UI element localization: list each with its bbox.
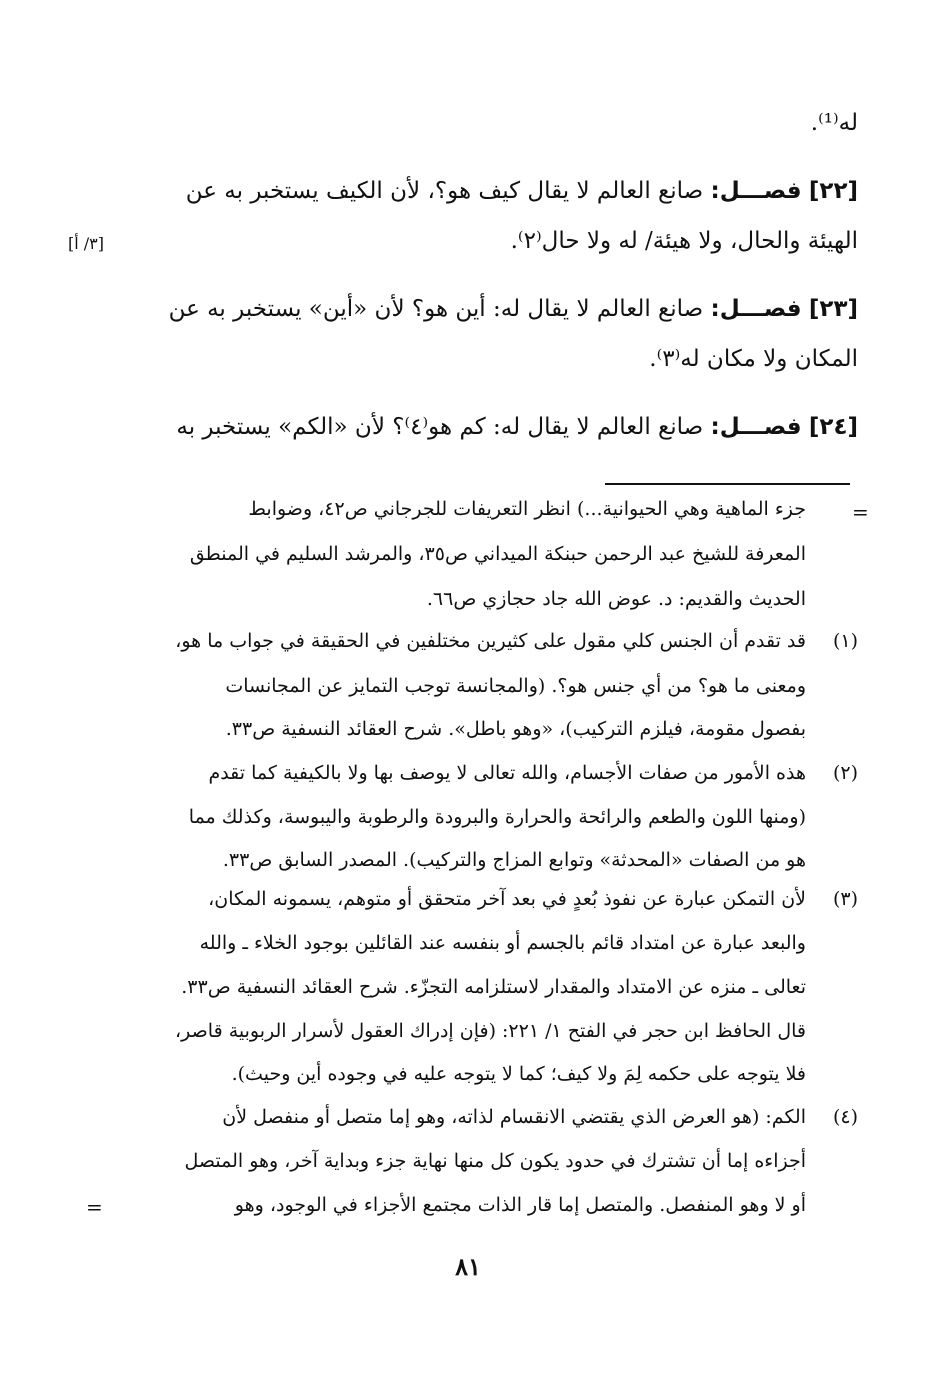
section-22-text: صانع العالم لا يقال كيف هو؟، لأن الكيف يستخبر به عن	[185, 178, 704, 204]
section-23-line-1	[98, 296, 858, 322]
footnote-2-line-2: (ومنها اللون والطعم والرائحة والحرارة والبرودة والرطوبة واليبوسة، وكذلك مما	[188, 806, 806, 828]
footnote-1-line-2: ومعنى ما هو؟ من أي جنس هو؟. (والمجانسة توجب التمايز عن المجانسات	[225, 675, 806, 697]
footnote-3-number: (٣)	[832, 888, 858, 910]
text-line-continuation: له⁽¹⁾.	[810, 110, 858, 136]
section-22-line-1	[98, 178, 858, 204]
section-24-heading: فصـــل:	[710, 414, 802, 440]
footnote-continued-line-1: جزء الماهية وهي الحيوانية...) انظر التعريفات للجرجاني ص٤٢، وضوابط	[248, 498, 806, 520]
footnote-4-line-3: أو لا وهو المنفصل. والمتصل إما قار الذات مجتمع الأجزاء في الوجود، وهو	[234, 1194, 806, 1216]
section-22-heading: فصـــل:	[710, 178, 802, 204]
manuscript-folio-ref: [٣/ أ]	[68, 234, 105, 253]
section-24-text: صانع العالم لا يقال له: كم هو⁽٤⁾؟ لأن «الكم» يستخبر به	[176, 414, 704, 440]
footnote-separator	[605, 483, 850, 485]
section-24-line-1	[98, 414, 858, 440]
section-22-number: [٢٢]	[808, 178, 858, 204]
footnote-4-number: (٤)	[832, 1106, 858, 1128]
footnote-3-line-5: فلا يتوجه على حكمه لِمَ ولا كيف؛ كما لا يتوجه عليه في وجوده أين وحيث).	[231, 1063, 806, 1085]
footnote-continued-line-2: المعرفة للشيخ عبد الرحمن حبنكة الميداني ص٣٥، والمرشد السليم في المنطق	[189, 543, 806, 565]
footnote-4-line-1: الكم: (هو العرض الذي يقتضي الانقسام لذاته، وهو إما متصل أو منفصل لأن	[222, 1106, 806, 1128]
section-23-text: صانع العالم لا يقال له: أين هو؟ لأن «أين» يستخبر به عن	[168, 296, 704, 322]
footnote-continued-line-3: الحديث والقديم: د. عوض الله جاد حجازي ص٦٦.	[426, 588, 806, 610]
footnote-3-line-2: والبعد عبارة عن امتداد قائم بالجسم أو بنفسه عند القائلين بوجود الخلاء ـ والله	[199, 932, 806, 954]
section-24-number: [٢٤]	[808, 414, 858, 440]
section-23-number: [٢٣]	[808, 296, 858, 322]
footnote-2-line-1: هذه الأمور من صفات الأجسام، والله تعالى لا يوصف بها ولا بالكيفية كما تقدم	[208, 762, 806, 784]
section-22-line-2: الهيئة والحال، ولا هيئة/ له ولا حال⁽٢⁾.	[510, 228, 858, 254]
footnote-3-line-3: تعالى ـ منزه عن الامتداد والمقدار لاستلزامه التجزّء. شرح العقائد النسفية ص٣٣.	[181, 976, 806, 998]
footnote-1-line-3: بفصول مقومة، فيلزم التركيب)، «وهو باطل». شرح العقائد النسفية ص٣٣.	[225, 718, 806, 740]
continuation-mark: =	[852, 500, 869, 524]
footnote-1-number: (١)	[832, 630, 858, 652]
footnote-1-line-1: قد تقدم أن الجنس كلي مقول على كثيرين مختلفين في الحقيقة في جواب ما هو،	[175, 630, 806, 652]
footnote-3-line-4: قال الحافظ ابن حجر في الفتح ١/ ٢٢١: (فإن إدراك العقول لأسرار الربوبية قاصر،	[175, 1020, 806, 1042]
section-23-line-2: المكان ولا مكان له⁽٣⁾.	[649, 346, 858, 372]
footnote-4-line-2: أجزاءه إما أن تشترك في حدود يكون كل منها نهاية جزء وبداية آخر، وهو المتصل	[184, 1150, 806, 1172]
page-number: ٨١	[455, 1252, 481, 1281]
footnote-3-line-1: لأن التمكن عبارة عن نفوذ بُعدٍ في بعد آخر متحقق أو متوهم، يسمونه المكان،	[208, 888, 806, 910]
footnote-2-line-3: هو من الصفات «المحدثة» وتوابع المزاج والتركيب). المصدر السابق ص٣٣.	[222, 849, 806, 871]
footnote-2-number: (٢)	[832, 762, 858, 784]
footnote-4-continuation-mark: =	[86, 1195, 103, 1219]
section-23-heading: فصـــل:	[710, 296, 802, 322]
